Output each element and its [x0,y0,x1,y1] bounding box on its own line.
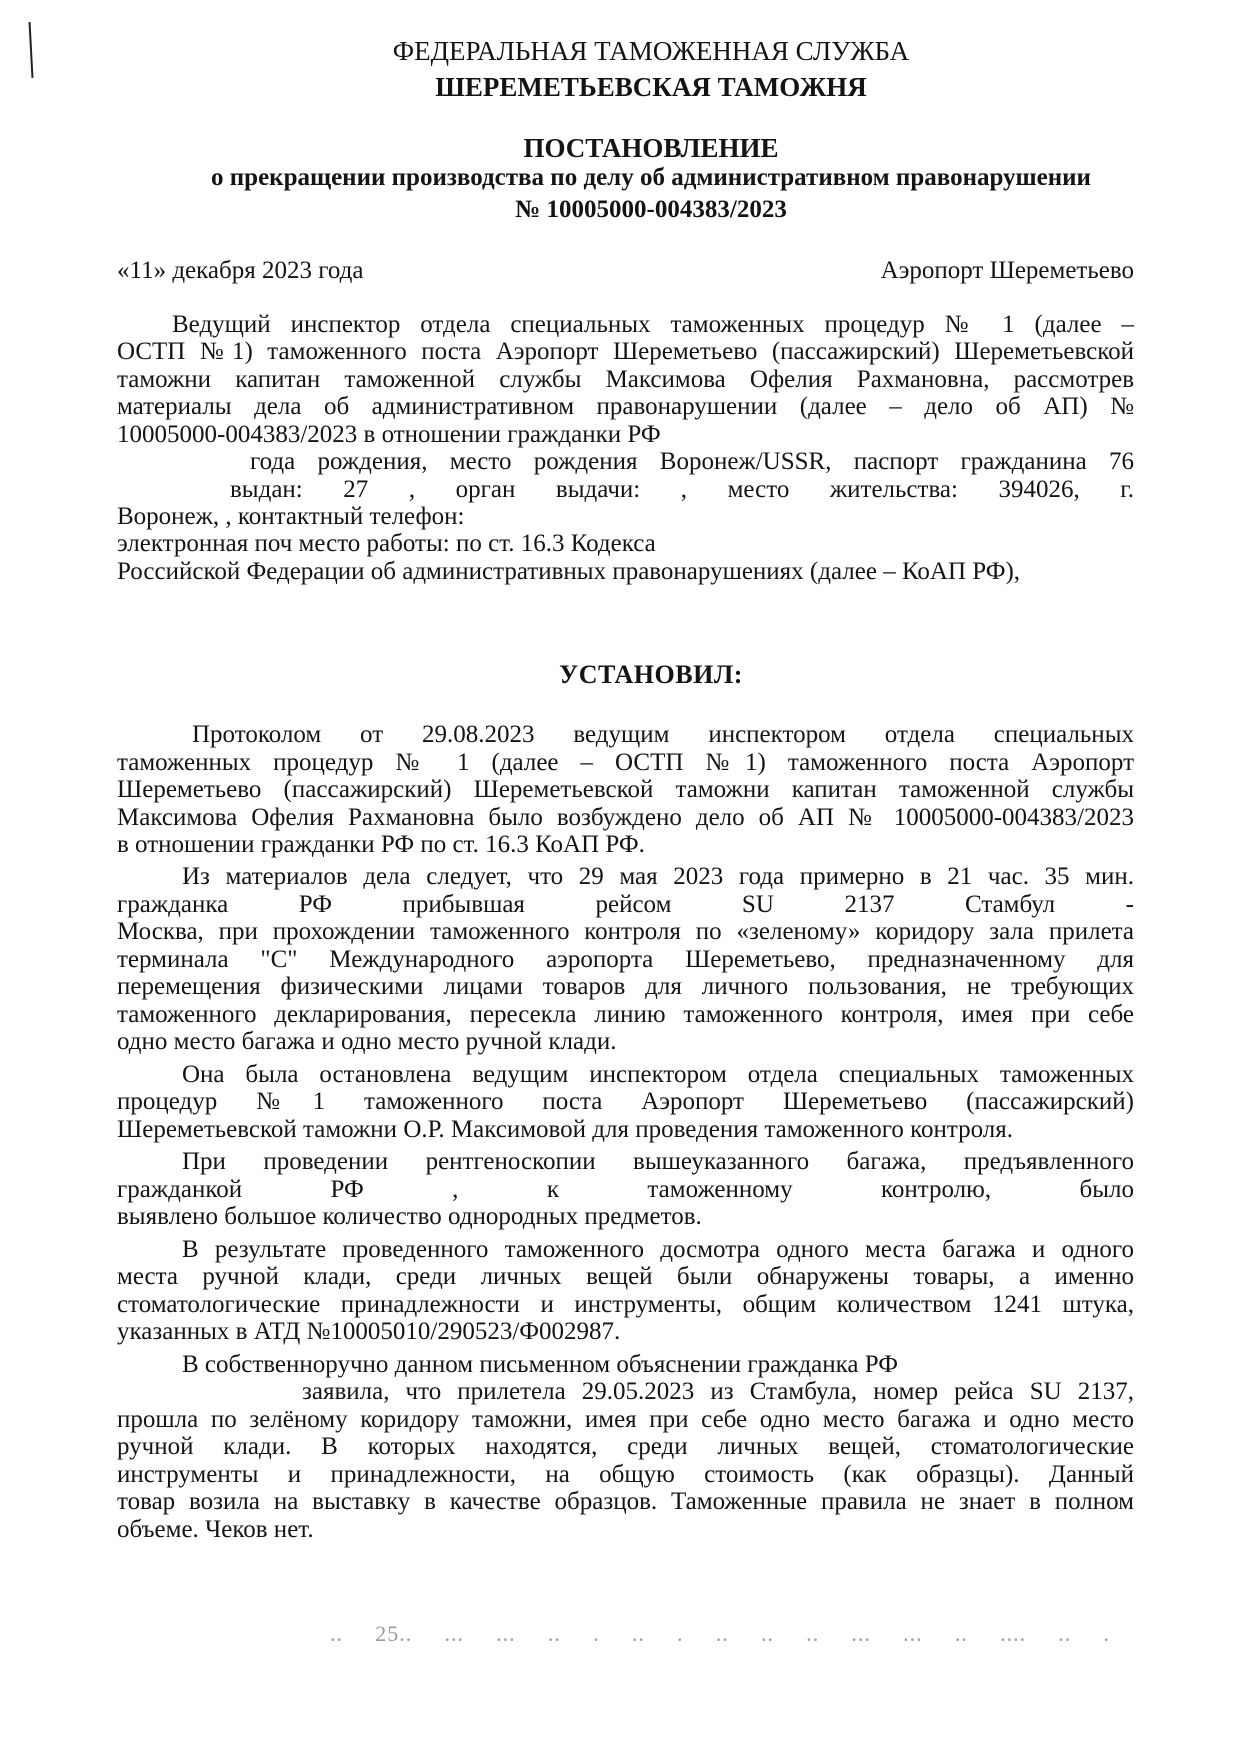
body-line: гражданкой РФ , к таможенному контролю, было [117,1176,1134,1203]
intro-line: Воронеж, , контактный телефон: [117,503,465,530]
body-line: Максимова Офелия Рахмановна было возбуждено дело об АП № 10005000-004383/2023 [117,804,1134,831]
body-line: указанных в АТД №10005010/290523/Ф002987. [117,1318,621,1345]
body-line: Москва, при прохождении таможенного контроля по «зеленому» коридору зала прилета [117,918,1134,945]
body-line: терминала "С" Международного аэропорта Шереметьево, предназначенному для [117,946,1134,973]
body-line: Протоколом от 29.08.2023 ведущим инспектором отдела специальных [192,721,1134,748]
document-title: ПОСТАНОВЛЕНИЕ [523,133,779,163]
intro-line: материалы дела об административном правонарушении (далее – дело об АП) № [117,393,1134,420]
document-place: Аэропорт Шереметьево [880,257,1134,284]
section-title-established: УСТАНОВИЛ: [559,660,743,689]
body-line: товар возила на выставку в качестве образцов. Таможенные правила не знает в полном [117,1488,1134,1515]
body-line: таможенного декларирования, пересекла линию таможенного контроля, имея при себе [117,1001,1134,1028]
body-line: инструменты и принадлежности, на общую стоимость (как образцы). Данный [117,1461,1134,1488]
body-line: одно место багажа и одно место ручной клади. [117,1028,617,1055]
document-date: «11» декабря 2023 года [117,257,364,284]
body-line: перемещения физическими лицами товаров для личного пользования, не требующих [117,973,1134,1000]
body-line: Она была остановлена ведущим инспектором отдела специальных таможенных [182,1061,1134,1088]
intro-line: таможни капитан таможенной службы Максимова Офелия Рахмановна, рассмотрев [117,366,1134,393]
body-line: прошла по зелёному коридору таможни, имея при себе одно место багажа и одно место [117,1406,1134,1433]
body-line: стоматологические принадлежности и инструменты, общим количеством 1241 штука, [117,1291,1134,1318]
body-line: В собственноручно данном письменном объяснении гражданка РФ [182,1351,898,1378]
intro-line: Ведущий инспектор отдела специальных таможенных процедур № 1 (далее – [172,311,1134,338]
body-line: Шереметьевской таможни О.Р. Максимовой для проведения таможенного контроля. [117,1116,1013,1143]
faded-continuation-line: .. 25.. ... ... .. . .. . .. .. .. ... ... .. .... .. . [330,1621,1110,1646]
body-line: объеме. Чеков нет. [117,1516,314,1543]
document-subtitle: о прекращении производства по делу об административном правонарушении [211,164,1091,191]
intro-line: электронная поч место работы: по ст. 16.3 Кодекса [117,530,656,557]
body-line: Шереметьево (пассажирский) Шереметьевской таможни капитан таможенной службы [117,776,1134,803]
body-line: выявлено большое количество однородных предметов. [117,1203,702,1230]
intro-line: года рождения, место рождения Воронеж/USSR, паспорт гражданина 76 [250,448,1134,475]
body-line: места ручной клади, среди личных вещей были обнаружены товары, а именно [117,1263,1134,1290]
intro-line: ОСТП №1) таможенного поста Аэропорт Шереметьево (пассажирский) Шереметьевской [117,338,1134,365]
body-line: При проведении рентгеноскопии вышеуказанного багажа, предъявленного [182,1148,1134,1175]
body-line: ручной клади. В которых находятся, среди личных вещей, стоматологические [117,1433,1134,1460]
body-line: процедур №1 таможенного поста Аэропорт Шереметьево (пассажирский) [117,1088,1134,1115]
body-line: В результате проведенного таможенного досмотра одного места багажа и одного [182,1236,1134,1263]
body-line: таможенных процедур № 1 (далее – ОСТП №1) таможенного поста Аэропорт [117,749,1134,776]
body-line: заявила, что прилетела 29.05.2023 из Стамбула, номер рейса SU 2137, [302,1378,1134,1405]
case-number: № 10005000-004383/2023 [515,196,787,223]
body-line: Из материалов дела следует, что 29 мая 2023 года примерно в 21 час. 35 мин. [182,863,1134,890]
intro-line: 10005000-004383/2023 в отношении гражданки РФ [117,421,661,448]
body-line: гражданка РФ прибывшая рейсом SU 2137 Стамбул - [117,891,1134,918]
body-line: в отношении гражданки РФ по ст. 16.3 КоАП РФ. [117,831,645,858]
intro-line: Российской Федерации об административных правонарушениях (далее – КоАП РФ), [117,558,1021,585]
customs-name: ШЕРЕМЕТЬЕВСКАЯ ТАМОЖНЯ [435,72,867,102]
agency-name: ФЕДЕРАЛЬНАЯ ТАМОЖЕННАЯ СЛУЖБА [392,36,910,66]
intro-line: выдан: 27 , орган выдачи: , место жительства: 394026, г. [230,476,1134,503]
